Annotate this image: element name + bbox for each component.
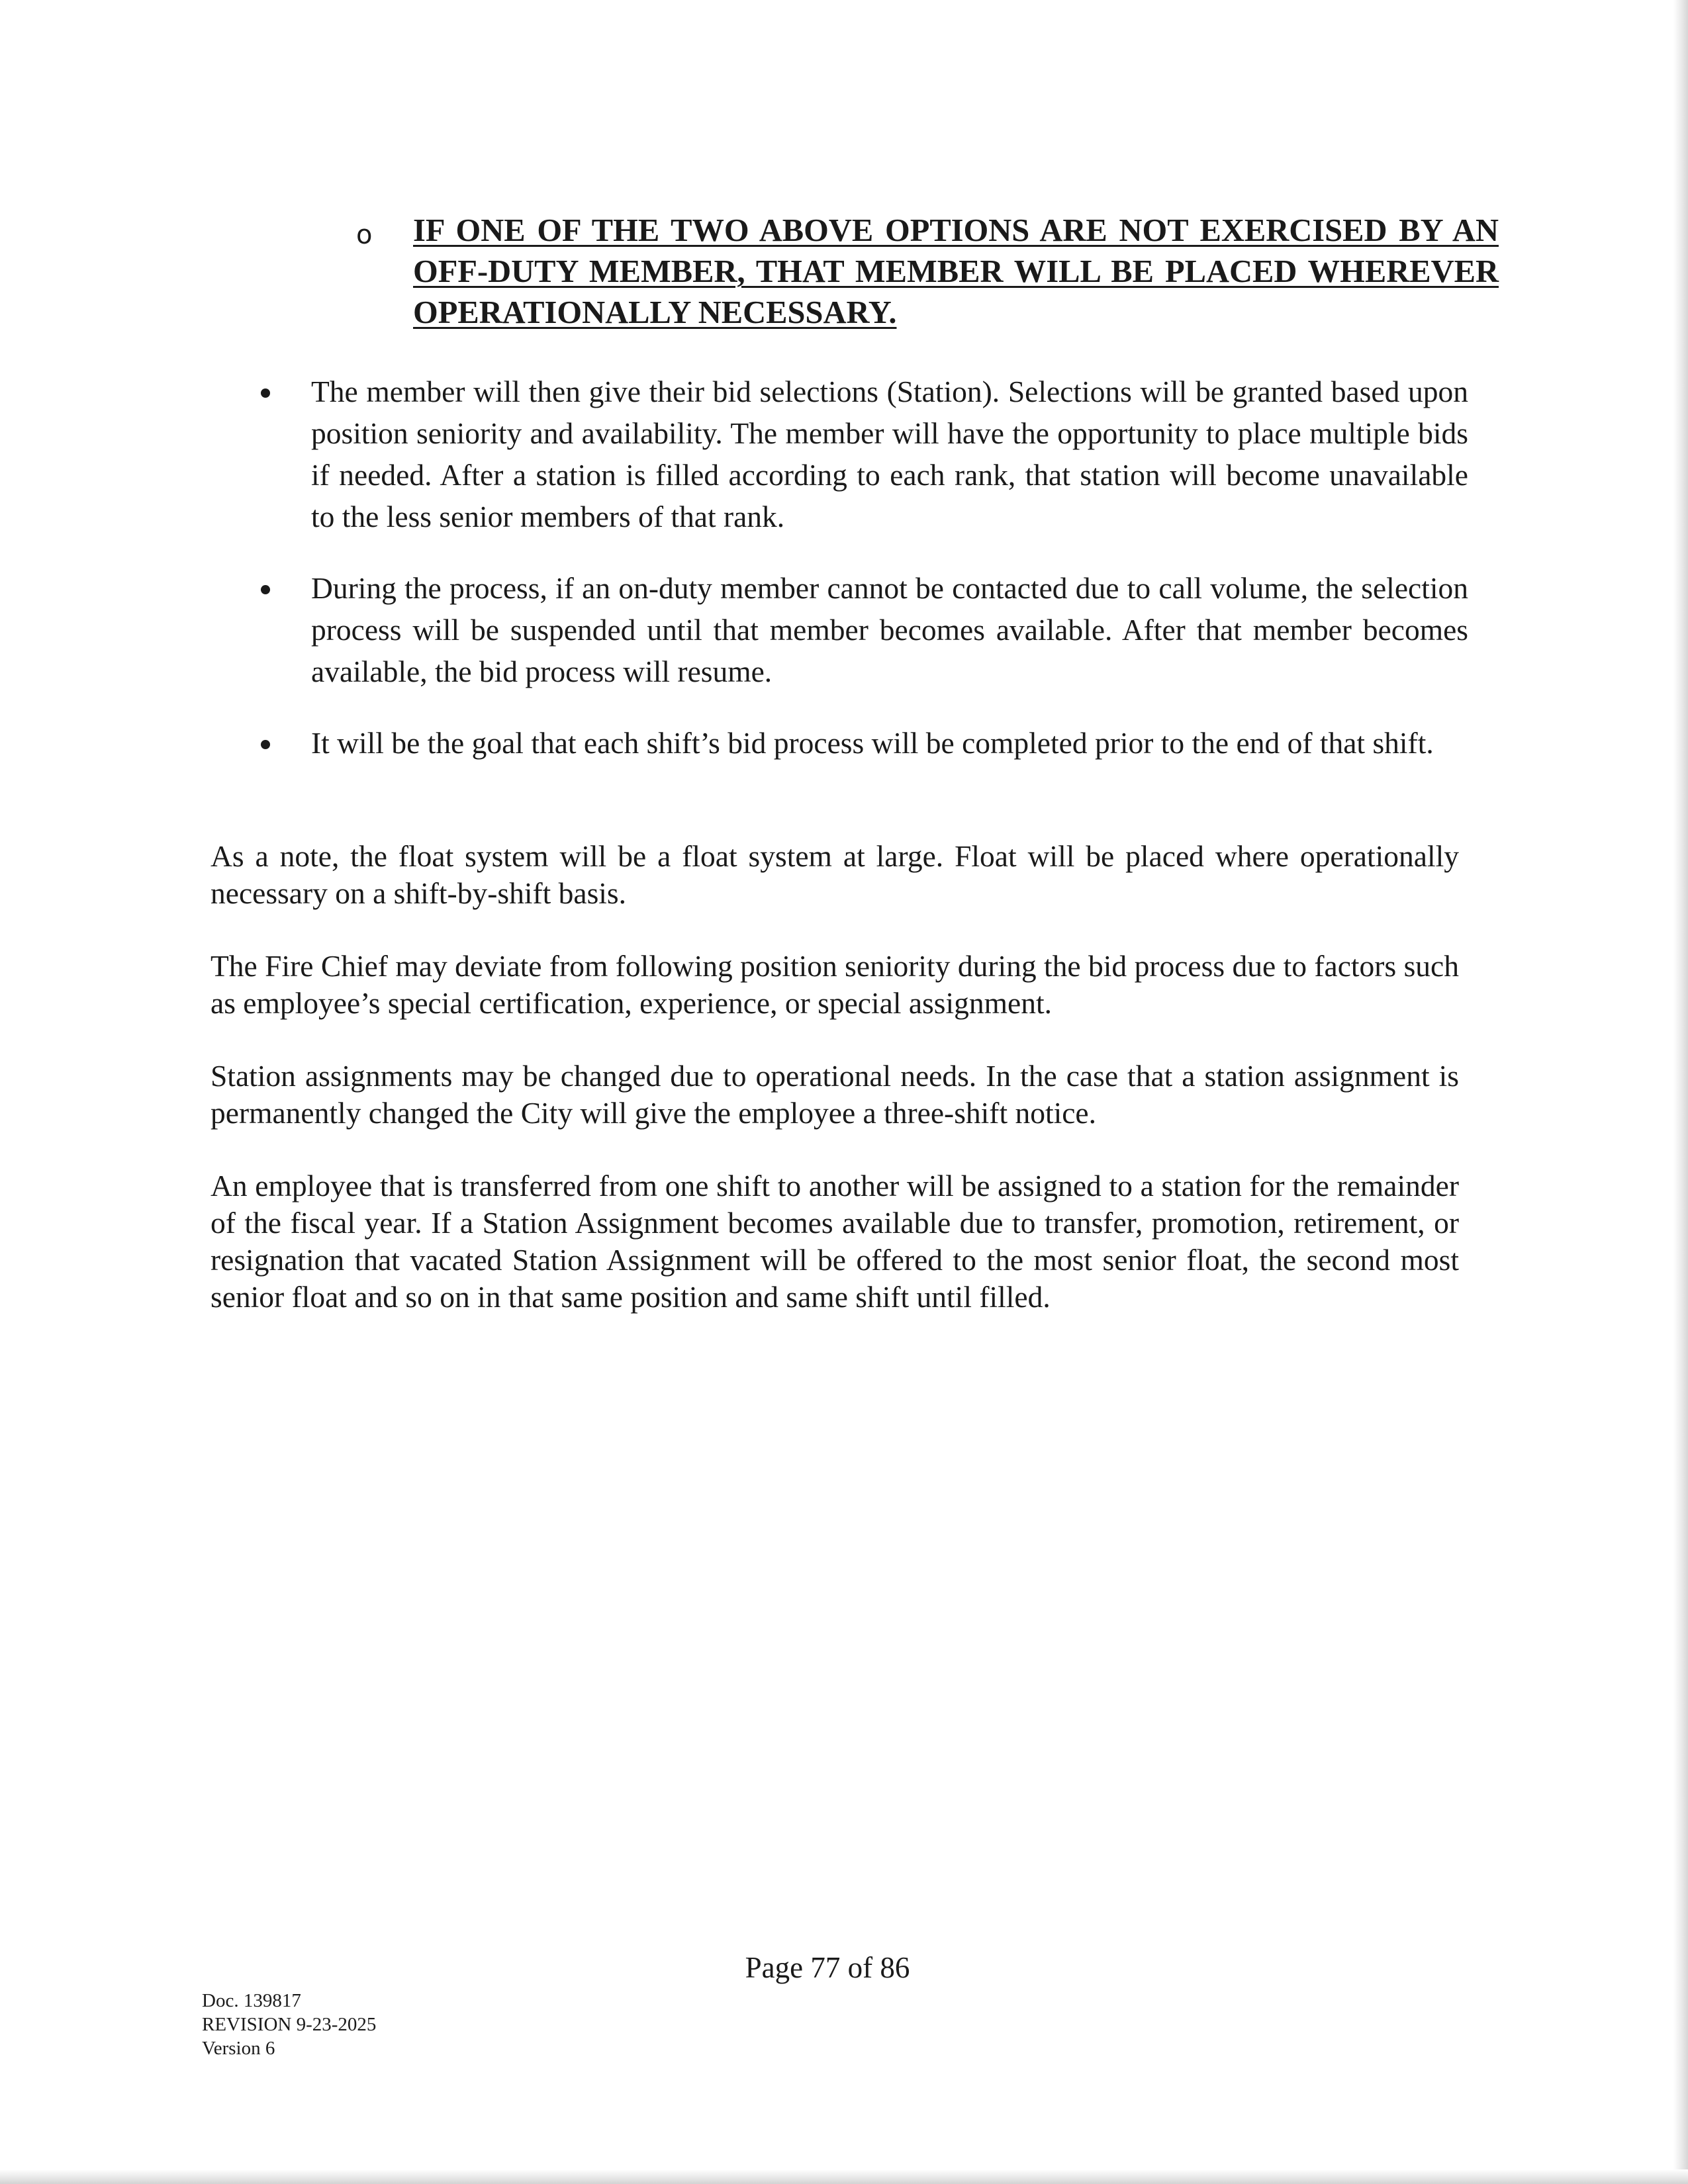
list-item <box>250 567 1468 692</box>
bullet-dot-icon <box>261 740 270 749</box>
sub-bullet-text: IF ONE OF THE TWO ABOVE OPTIONS ARE NOT EXERCISED BY AN OFF-DUTY MEMBER, THAT MEMBER WILL BE PLACED WHEREVER OPERATIONALLY NECESSARY. <box>413 213 1499 330</box>
revision-date: REVISION 9-23-2025 <box>202 2014 377 2035</box>
hollow-bullet-icon: o <box>356 220 373 250</box>
list-item-text: It will be the goal that each shift’s bid process will be completed prior to the end of that shift. <box>311 726 1434 760</box>
bullet-dot-icon <box>261 388 270 398</box>
list-item-text: During the process, if an on-duty member cannot be contacted due to call volume, the selection process will be suspended until that member becomes available. After that member becomes available, the bid process will resume. <box>311 571 1468 688</box>
paragraph-station-assignments: Station assignments may be changed due to operational needs. In the case that a station assignment is permanently changed the City will give the employee a three-shift notice. <box>211 1059 1459 1130</box>
list-item <box>250 722 1468 764</box>
paragraph-float-system: As a note, the float system will be a float system at large. Float will be placed where operationally necessary on a shift-by-shift basis. <box>211 839 1459 910</box>
paragraph-fire-chief: The Fire Chief may deviate from following position seniority during the bid process due to factors such as employee’s special certification, experience, or special assignment. <box>211 949 1459 1020</box>
version-label: Version 6 <box>202 2038 275 2059</box>
document-footer <box>202 1989 376 2060</box>
list-item <box>250 371 1468 537</box>
page-number: Page 77 of 86 <box>745 1951 910 1984</box>
scan-edge-right <box>1673 0 1688 2184</box>
scan-edge-bottom <box>0 2169 1688 2184</box>
paragraph-transfer: An employee that is transferred from one shift to another will be assigned to a station for the remainder of the fiscal year. If a Station Assignment becomes available due to transfer, promotion, retirement, or resignation that vacated Station Assignment will be offered to the most senior float, the second most senior float and so on in that same position and same shift until filled. <box>211 1169 1459 1314</box>
bullet-list <box>250 371 1468 794</box>
list-item-text: The member will then give their bid selections (Station). Selections will be granted based upon position seniority and availability. The member will have the opportunity to place multiple bids if needed. After a station is filled according to each rank, that station will become unavailable to the less senior members of that rank. <box>311 375 1468 533</box>
doc-number: Doc. 139817 <box>202 1990 301 2011</box>
bullet-dot-icon <box>261 585 270 594</box>
